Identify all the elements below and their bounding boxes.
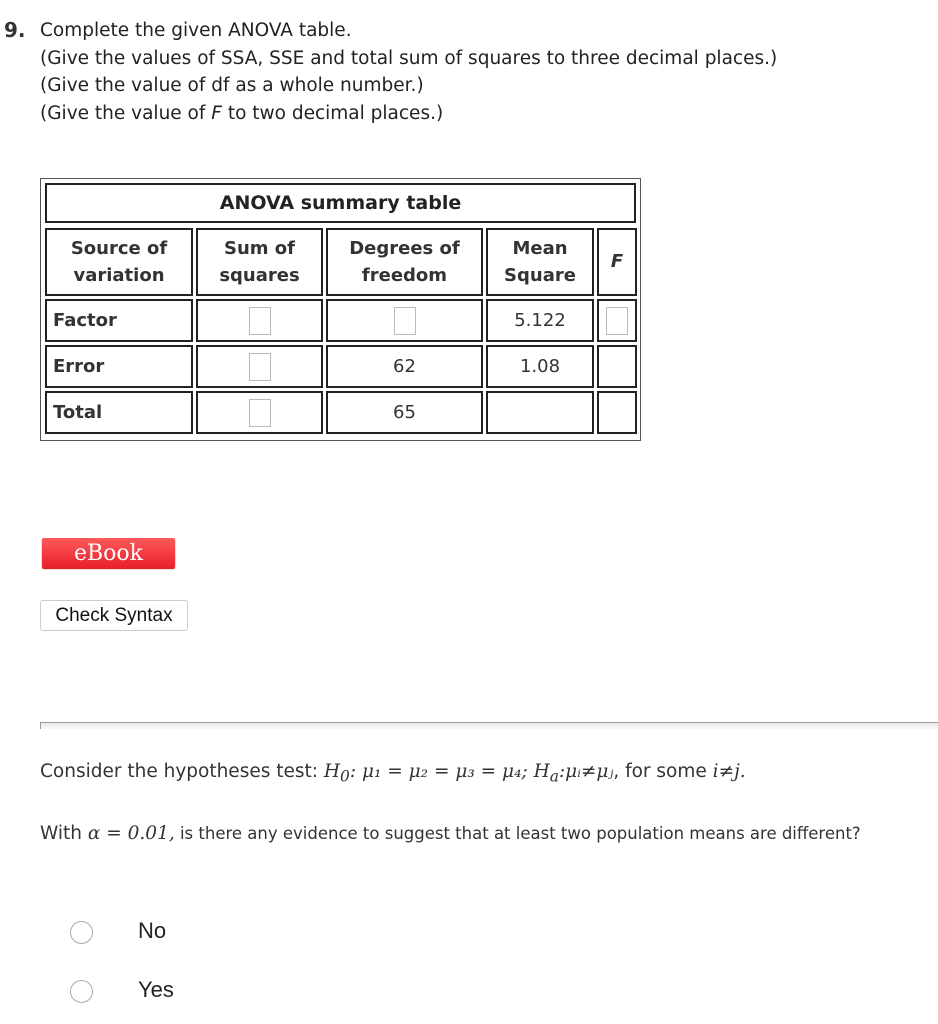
instruction-ss: (Give the values of SSA, SSE and total sum of squares to three decimal places.)	[40, 47, 778, 69]
question-title: Complete the given ANOVA table.	[40, 20, 352, 41]
factor-df-cell	[326, 299, 483, 342]
header-ms-line1: Mean	[512, 238, 568, 259]
alpha-value: α = 0.01,	[87, 823, 175, 844]
instruction-df: (Give the value of df as a whole number.)	[40, 75, 424, 96]
anova-table	[40, 178, 641, 441]
question-instructions	[40, 17, 777, 127]
error-ss-cell	[196, 345, 323, 388]
h0-sub: 0	[340, 767, 350, 786]
header-df-line2: freedom	[361, 265, 448, 286]
header-f: F	[597, 228, 637, 296]
ha-label: H	[533, 761, 550, 782]
error-df-value: 62	[326, 345, 483, 388]
ebook-button[interactable]: eBook	[42, 538, 175, 568]
header-source	[45, 228, 193, 296]
total-f-cell	[597, 391, 637, 434]
factor-ms-value: 5.122	[486, 299, 594, 342]
header-ss-line1: Sum of	[223, 238, 295, 259]
radio-yes[interactable]	[70, 980, 93, 1003]
total-ss-input[interactable]	[249, 399, 271, 427]
error-ms-value: 1.08	[486, 345, 594, 388]
option-yes-label[interactable]: Yes	[138, 977, 174, 1002]
factor-f-input[interactable]	[606, 307, 628, 335]
header-ss-line2: squares	[219, 265, 300, 286]
radio-no[interactable]	[70, 921, 93, 944]
factor-ss-input[interactable]	[249, 307, 271, 335]
h0-body: : μ₁ = μ₂ = μ₃ = μ₄;	[349, 761, 534, 782]
hypothesis-prefix: Consider the hypotheses test:	[40, 761, 324, 782]
row-label-total: Total	[45, 391, 193, 434]
instruction-f-prefix: (Give the value of	[40, 102, 212, 124]
row-label-error: Error	[45, 345, 193, 388]
instruction-f	[40, 100, 777, 128]
total-ms-cell	[486, 391, 594, 434]
hypothesis-suffix-math: i≠j.	[712, 761, 746, 782]
alpha-question	[40, 823, 861, 844]
alpha-question-text: is there any evidence to suggest that at least two population means are different?	[174, 824, 861, 843]
section-divider	[40, 722, 938, 729]
header-ms-line2: Square	[504, 265, 576, 286]
alpha-prefix: With	[40, 823, 88, 844]
h0-label: H	[323, 761, 341, 782]
factor-df-input[interactable]	[394, 307, 416, 335]
header-source-line1: Source of	[70, 238, 168, 259]
check-syntax-button[interactable]: Check Syntax	[40, 600, 188, 631]
ha-body: :μᵢ≠μⱼ	[558, 761, 614, 782]
header-sum-of-squares	[196, 228, 323, 296]
total-df-value: 65	[326, 391, 483, 434]
error-f-cell	[597, 345, 637, 388]
header-mean-square	[486, 228, 594, 296]
hypothesis-statement	[40, 761, 746, 786]
error-ss-input[interactable]	[249, 353, 271, 381]
header-df-line1: Degrees of	[349, 238, 460, 259]
option-no-label[interactable]: No	[138, 918, 167, 943]
instruction-f-suffix: to two decimal places.)	[221, 102, 444, 124]
total-ss-cell	[196, 391, 323, 434]
hypothesis-suffix-text: , for some	[613, 761, 713, 782]
factor-ss-cell	[196, 299, 323, 342]
question-number: 9.	[4, 18, 26, 42]
anova-table-title: ANOVA summary table	[45, 183, 636, 223]
header-degrees-of-freedom	[326, 228, 483, 296]
row-label-factor: Factor	[45, 299, 193, 342]
ha-sub: a	[549, 767, 559, 786]
factor-f-cell	[597, 299, 637, 342]
instruction-f-var: F	[211, 102, 222, 124]
header-source-line2: variation	[73, 265, 165, 286]
